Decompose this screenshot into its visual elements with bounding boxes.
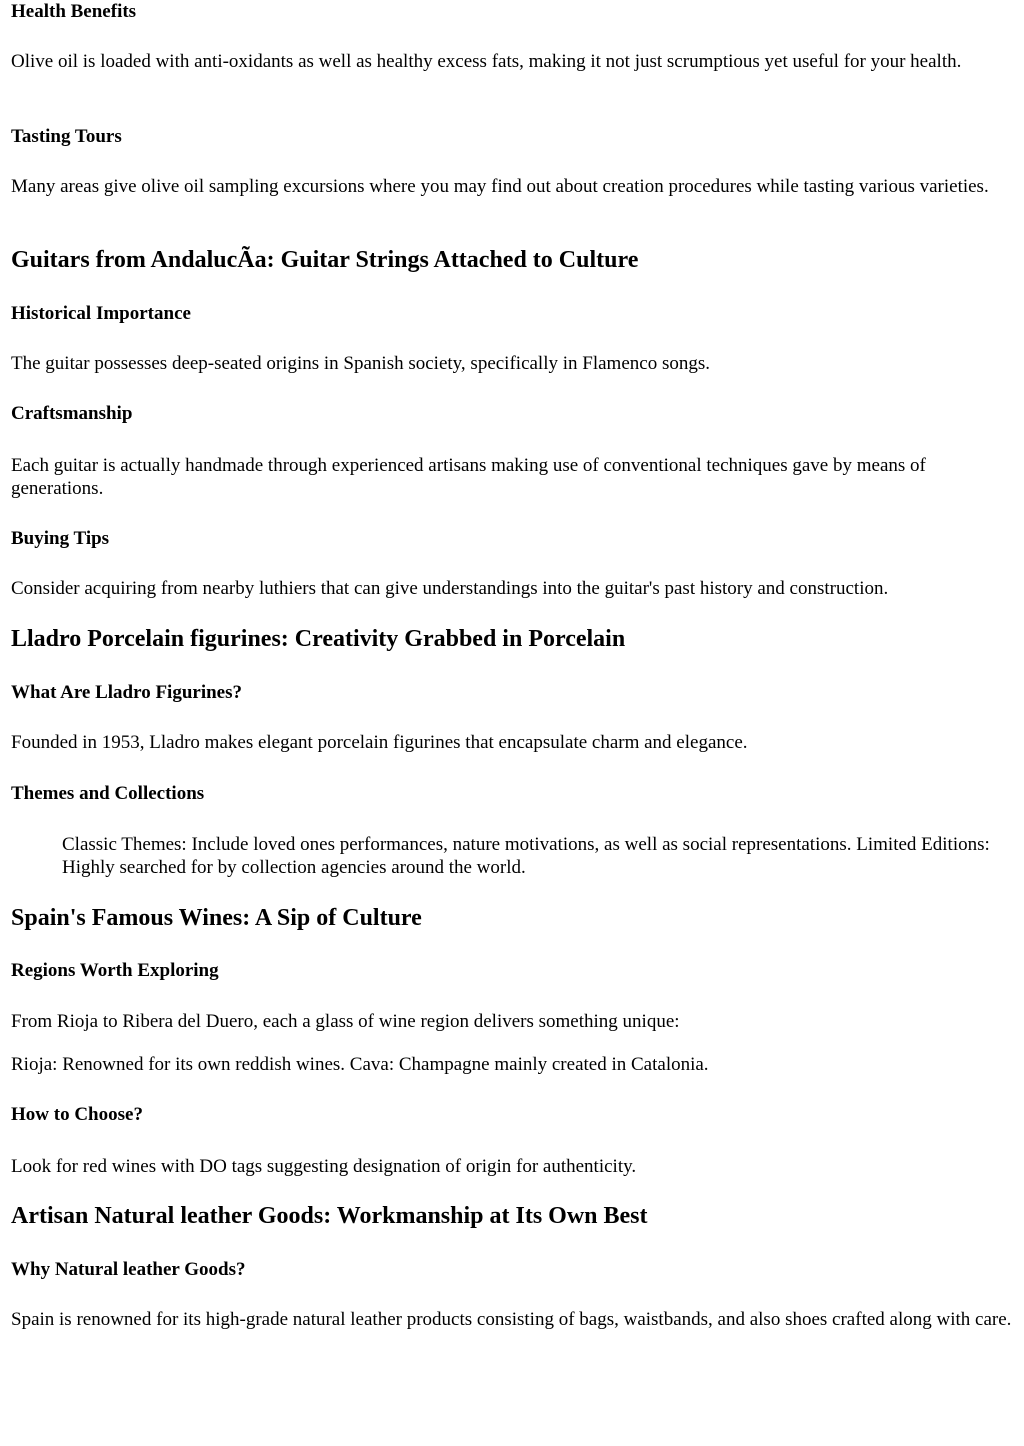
paragraph-what-are-lladro: Founded in 1953, Lladro makes elegant porcelain figurines that encapsulate charm and elegance.: [11, 732, 748, 753]
paragraph-health-benefits: Olive oil is loaded with anti-oxidants as well as healthy excess fats, making it not just scrumptious yet useful for your health.: [11, 51, 962, 72]
paragraph-regions-intro: From Rioja to Ribera del Duero, each a glass of wine region delivers something unique:: [11, 1011, 680, 1032]
heading-themes-collections: Themes and Collections: [11, 783, 205, 804]
heading-buying-tips: Buying Tips: [11, 528, 110, 549]
heading-regions-worth-exploring: Regions Worth Exploring: [11, 960, 219, 981]
blockquote-themes-collections: Classic Themes: Include loved ones performances, nature motivations, as well as social representations. Limited Editions: Highly searched for by collection agencies around the world.: [62, 834, 990, 878]
heading-spain-wines: Spain's Famous Wines: A Sip of Culture: [11, 905, 422, 931]
heading-what-are-lladro: What Are Lladro Figurines?: [11, 682, 243, 703]
heading-health-benefits: Health Benefits: [11, 1, 137, 22]
paragraph-regions-list: Rioja: Renowned for its own reddish wines. Cava: Champagne mainly created in Catalonia.: [11, 1054, 709, 1075]
paragraph-tasting-tours: Many areas give olive oil sampling excursions where you may find out about creation procedures while tasting various varieties.: [11, 176, 989, 197]
heading-leather-goods: Artisan Natural leather Goods: Workmanship at Its Own Best: [11, 1203, 648, 1229]
heading-tasting-tours: Tasting Tours: [11, 126, 122, 147]
heading-why-leather-goods: Why Natural leather Goods?: [11, 1259, 246, 1280]
paragraph-how-to-choose: Look for red wines with DO tags suggesting designation of origin for authenticity.: [11, 1156, 637, 1177]
heading-lladro-porcelain: Lladro Porcelain figurines: Creativity Grabbed in Porcelain: [11, 626, 626, 652]
heading-how-to-choose: How to Choose?: [11, 1104, 143, 1125]
heading-guitars-andalucia: Guitars from AndalucÃa: Guitar Strings Attached to Culture: [11, 247, 639, 273]
heading-craftsmanship: Craftsmanship: [11, 403, 133, 424]
paragraph-historical-importance: The guitar possesses deep-seated origins in Spanish society, specifically in Flamenco songs.: [11, 353, 710, 374]
paragraph-buying-tips: Consider acquiring from nearby luthiers that can give understandings into the guitar's past history and construction.: [11, 578, 889, 599]
paragraph-why-leather-goods: Spain is renowned for its high-grade natural leather products consisting of bags, waistbands, and also shoes crafted along with care.: [11, 1309, 1012, 1330]
paragraph-craftsmanship: Each guitar is actually handmade through experienced artisans making use of conventional techniques gave by means of generations.: [11, 455, 926, 499]
heading-historical-importance: Historical Importance: [11, 303, 191, 324]
